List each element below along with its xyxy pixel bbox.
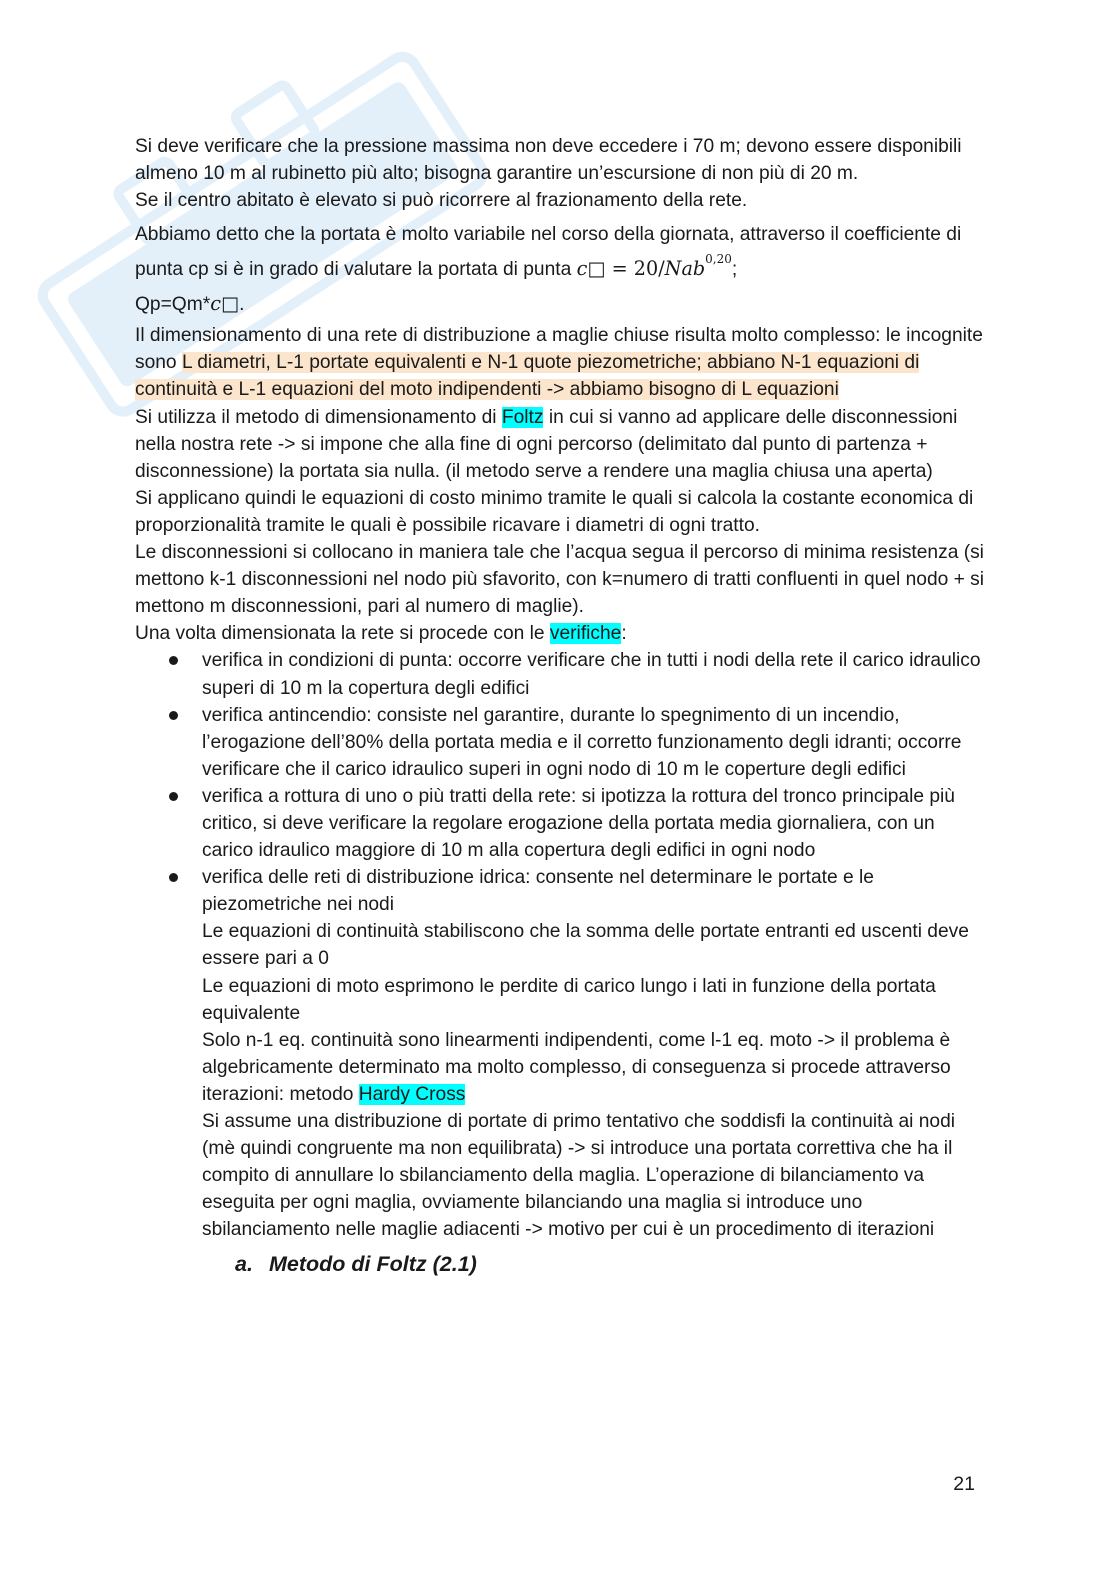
qp-formula-text: Qp=Qm* [135,294,211,316]
list-item-text: verifica delle reti di distribuzione idrica: consente nel determinare le portate e le piezometriche nei nodi [202,867,874,916]
qp-formula-box: □ [220,292,240,316]
paragraph-peak-coefficient [135,214,985,322]
foltz-text-a: Si utilizza il metodo di dimensionamento di [135,406,502,428]
iterations-text [202,1027,985,1108]
section-heading [135,1249,985,1279]
highlight-unknowns: L diametri, L-1 portate equivalenti e N-1 quote piezometriche; abbiano N-1 equazioni di continuità e L-1 equazioni del moto indipendenti -> abbiamo bisogno di L equazioni [135,352,920,401]
verifications-text: Una volta dimensionata la rete si procede con le [135,623,550,645]
hardy-cross-description: Si assume una distribuzione di portate di primo tentativo che soddisfi la continuità ai nodi (mè quindi congruente ma non equilibrata) -> si introduce una portata correttiva che ha il compito di annullare lo sbilanciamento della maglia. L’operazione di bilanciamento va eseguita per ogni maglia, ovviamente bilanciando una maglia si introduce uno sbilanciamento nelle maglie adiacenti -> motivo per cui è un procedimento di iterazioni [202,1111,956,1241]
paragraph-verifications-intro [135,620,985,647]
dimensioning-text: Il dimensionamento di una rete di distribuzione a maglie chiuse risulta molto complesso: le incognite sono [135,325,983,374]
paragraph-pressure: Si deve verificare che la pressione massima non deve eccedere i 70 m; devono essere disponibili almeno 10 m al rubinetto più alto; bisogna garantire un’escursione di non più di 20 m. [135,136,962,185]
bullet-icon [169,792,178,801]
list-item [135,783,985,864]
paragraph-foltz-method [135,404,985,485]
verifications-colon: : [621,623,627,645]
bullet-icon [169,873,178,882]
formula-box: □ [587,257,606,281]
list-item-text: verifica in condizioni di punta: occorre verificare che in tutti i nodi della rete il carico idraulico superi di 10 m la copertura degli edifici [202,650,981,699]
list-item-text: verifica antincendio: consiste nel garantire, durante lo spegnimento di un incendio, l’erogazione dell’80% della portata media e il corretto funzionamento degli idranti; occorre verificare che il carico idraulico superi in ogni nodo di 10 m le coperture degli edifici [202,704,962,780]
formula-c: c [576,257,588,281]
qp-formula-c: c [210,292,221,316]
list-item [135,702,985,783]
verifications-list [135,647,985,1243]
highlight-hardy-cross: Hardy Cross [358,1083,466,1105]
document-page [135,133,985,1279]
list-item-text: verifica a rottura di uno o più tratti della rete: si ipotizza la rottura del tronco principale più critico, si deve verificare la regolare erogazione della portata media giornaliera, con un carico idraulico maggiore di 10 m alla copertura degli edifici in ogni nodo [202,785,955,862]
paragraph-dimensioning [135,322,985,403]
continuity-equations-text: Le equazioni di continuità stabiliscono che la somma delle portate entranti ed uscenti deve essere pari a 0 [202,921,969,970]
highlight-verifiche: verifiche [549,623,622,645]
peak-text: Abbiamo detto che la portata è molto variabile nel corso della giornata, attraverso il coefficiente di punta cp si è in grado di valutare la portata di punta [135,224,962,281]
formula-nab: Nab [664,257,706,281]
formula-exponent: 0,20 [705,252,732,267]
heading-title: Metodo di Foltz (2.1) [269,1252,477,1277]
paragraph-disconnections: Le disconnessioni si collocano in maniera tale che l’acqua segua il percorso di minima resistenza (si mettono k-1 disconnessioni nel nodo più sfavorito, con k=numero di tratti confluenti in quel nodo + si mettono m disconnessioni, pari al numero di maglie). [135,542,985,618]
formula-semicolon: ; [731,259,738,281]
list-item [135,647,985,701]
iterations-text-a: Solo n-1 eq. continuità sono linearmenti indipendenti, come l-1 eq. moto -> il problema è algebricamente determinato ma molto complesso, di conseguenza si procede attraverso iterazioni: metodo [202,1029,951,1105]
list-item [135,864,985,1243]
foltz-text-b: in cui si vanno ad applicare delle disconnessioni nella nostra rete -> si impone che alla fine di ogni percorso (delimitato dal punto di partenza + disconnessione) la portata sia nulla. (il metodo serve a rendere una maglia chiusa una aperta) [135,406,958,482]
bullet-icon [169,711,178,720]
paragraph-minimum-cost: Si applicano quindi le equazioni di costo minimo tramite le quali si calcola la costante economica di proporzionalità tramite le quali è possibile ricavare i diametri di ogni tratto. [135,487,974,536]
motion-equations-text: Le equazioni di moto esprimono le perdite di carico lungo i lati in funzione della portata equivalente [202,975,936,1024]
highlight-foltz: Foltz [501,406,544,428]
formula-equals: = 20/ [605,257,665,281]
paragraph-elevated-center: Se il centro abitato è elevato si può ricorrere al frazionamento della rete. [135,190,748,212]
heading-number: a. [235,1252,253,1277]
page-number: 21 [953,1473,975,1495]
qp-formula-end: . [239,294,245,316]
bullet-icon [169,656,178,665]
